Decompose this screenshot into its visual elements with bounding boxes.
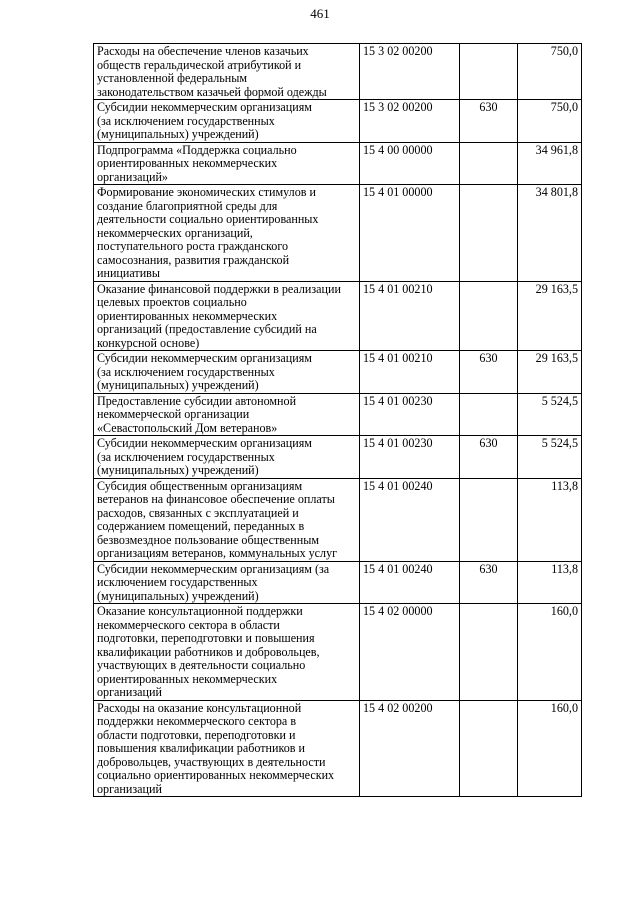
table-row: [94, 700, 582, 797]
table-row: [94, 185, 582, 282]
target-code: 15 4 01 00230: [360, 393, 460, 436]
expense-type: 630: [460, 436, 518, 479]
item-name: Подпрограмма «Поддержка социально ориентированных некоммерческих организаций»: [97, 142, 297, 184]
target-code: 15 4 01 00210: [360, 351, 460, 394]
item-name: Субсидия общественным организациям ветеранов на финансовое обеспечение оплаты расходов, связанных с эксплуатацией и содержанием помещений, переданных в безвозмездное пользование общественным организациям ветеранов, коммунальных услуг: [97, 478, 338, 560]
budget-table: [93, 43, 582, 797]
expense-type: [460, 44, 518, 100]
item-name: Оказание консультационной поддержки некоммерческого сектора в области подготовки, переподготовки и повышения квалификации работников и добровольцев, участвующих в деятельности социально ориентированных некоммерческих организаций: [97, 604, 320, 699]
amount: 750,0: [518, 44, 582, 100]
amount: 29 163,5: [518, 281, 582, 351]
table-row: [94, 142, 582, 185]
table-row: [94, 351, 582, 394]
item-name: Формирование экономических стимулов и создание благоприятной среды для деятельности социально ориентированных некоммерческих организаций, поступательного роста гражданского самосознания, развития гражданской инициативы: [97, 185, 319, 280]
amount: 34 801,8: [518, 185, 582, 282]
item-name-cell: [94, 604, 360, 701]
item-name-cell: [94, 44, 360, 100]
page-number: 461: [310, 6, 330, 21]
expense-type: [460, 478, 518, 561]
amount: 5 524,5: [518, 393, 582, 436]
item-name-cell: [94, 436, 360, 479]
item-name-cell: [94, 561, 360, 604]
target-code: 15 4 01 00240: [360, 478, 460, 561]
expense-type: 630: [460, 100, 518, 143]
table-row: [94, 393, 582, 436]
table-row: [94, 100, 582, 143]
expense-type: [460, 281, 518, 351]
item-name-cell: [94, 351, 360, 394]
table-row: [94, 604, 582, 701]
expense-type: [460, 700, 518, 797]
amount: 113,8: [518, 478, 582, 561]
target-code: 15 4 02 00200: [360, 700, 460, 797]
expense-type: 630: [460, 561, 518, 604]
item-name-cell: [94, 185, 360, 282]
expense-type: [460, 604, 518, 701]
item-name: Расходы на оказание консультационной поддержки некоммерческого сектора в области подготовки, переподготовки и повышения квалификации работников и добровольцев, участвующих в деятельности социально ориентированных некоммерческих организаций: [97, 700, 335, 796]
amount: 160,0: [518, 700, 582, 797]
item-name-cell: [94, 142, 360, 185]
item-name: Расходы на обеспечение членов казачьих обществ геральдической атрибутикой и установленной федеральным законодательством казачьей формой одежды: [97, 44, 327, 99]
item-name: Оказание финансовой поддержки в реализации целевых проектов социально ориентированных некоммерческих организаций (предоставление субсидий на конкурсной основе): [97, 281, 341, 350]
amount: 5 524,5: [518, 436, 582, 479]
expense-type: [460, 393, 518, 436]
table-row: [94, 478, 582, 561]
target-code: 15 4 01 00210: [360, 281, 460, 351]
target-code: 15 4 00 00000: [360, 142, 460, 185]
amount: 160,0: [518, 604, 582, 701]
target-code: 15 4 01 00230: [360, 436, 460, 479]
item-name-cell: [94, 100, 360, 143]
target-code: 15 4 01 00000: [360, 185, 460, 282]
table-row: [94, 281, 582, 351]
target-code: 15 3 02 00200: [360, 100, 460, 143]
item-name: Субсидии некоммерческим организациям (за исключением государственных (муниципальных) учреждений): [97, 100, 312, 141]
amount: 113,8: [518, 561, 582, 604]
amount: 29 163,5: [518, 351, 582, 394]
item-name: Предоставление субсидии автономной некоммерческой организации «Севастопольский Дом ветеранов»: [97, 393, 297, 435]
expense-type: [460, 185, 518, 282]
table-row: [94, 436, 582, 479]
item-name-cell: [94, 281, 360, 351]
item-name: Субсидии некоммерческим организациям (за исключением государственных (муниципальных) учреждений): [97, 436, 312, 477]
table-row: [94, 561, 582, 604]
item-name-cell: [94, 393, 360, 436]
table-row: [94, 44, 582, 100]
amount: 750,0: [518, 100, 582, 143]
target-code: 15 4 02 00000: [360, 604, 460, 701]
item-name: Субсидии некоммерческим организациям (за исключением государственных (муниципальных) учреждений): [97, 351, 312, 392]
item-name-cell: [94, 700, 360, 797]
item-name: Субсидии некоммерческим организациям (за исключением государственных (муниципальных) учреждений): [97, 561, 330, 603]
amount: 34 961,8: [518, 142, 582, 185]
item-name-cell: [94, 478, 360, 561]
target-code: 15 4 01 00240: [360, 561, 460, 604]
expense-type: 630: [460, 351, 518, 394]
target-code: 15 3 02 00200: [360, 44, 460, 100]
expense-type: [460, 142, 518, 185]
